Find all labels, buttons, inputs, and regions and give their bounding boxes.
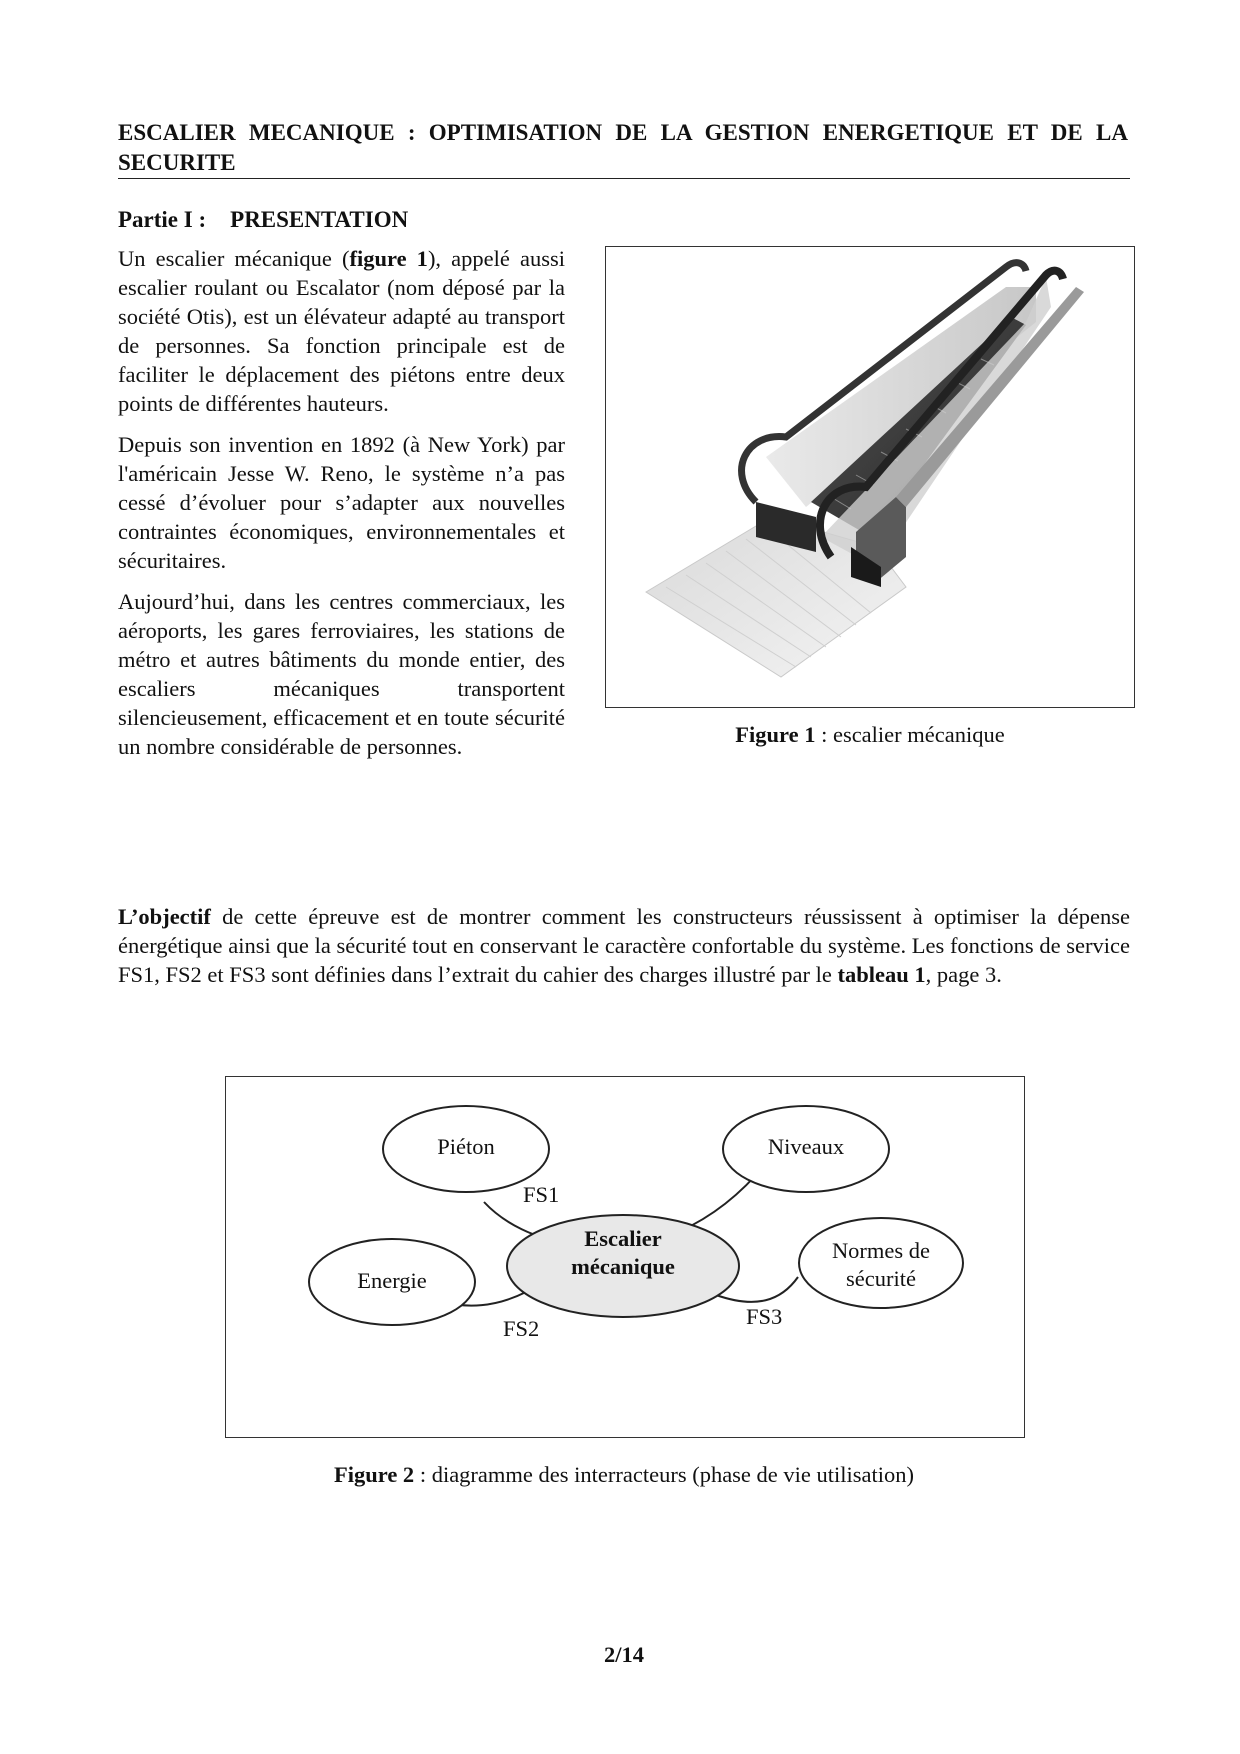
fs3-label: FS3 bbox=[746, 1304, 783, 1329]
fs1-label: FS1 bbox=[523, 1182, 560, 1207]
figure-2-frame bbox=[225, 1076, 1025, 1438]
node-pieton-label: Piéton bbox=[437, 1134, 495, 1159]
part-heading bbox=[118, 205, 408, 235]
table-1-reference: tableau 1 bbox=[837, 962, 926, 987]
document-title: ESCALIER MECANIQUE : OPTIMISATION DE LA GESTION ENERGETIQUE ET DE LA SECURITE bbox=[118, 120, 1128, 175]
figure-2-caption: Figure 2 : diagramme des interracteurs (phase de vie utilisation) bbox=[333, 1462, 915, 1487]
node-normes-label-2: sécurité bbox=[846, 1266, 916, 1291]
figure-1-label: Figure 1 bbox=[735, 722, 816, 747]
objective-keyword: L’objectif bbox=[118, 904, 211, 929]
intro-paragraph-2: Depuis son invention en 1892 (à New York) par l'américain Jesse W. Reno, le système n’a pas cessé d’évoluer pour s’adapter aux nouvelles contraintes économiques, environnementales et sécuritaires. bbox=[118, 432, 565, 573]
node-center-label-2: mécanique bbox=[571, 1254, 675, 1279]
node-niveaux-label: Niveaux bbox=[767, 1134, 845, 1159]
fs2-label: FS2 bbox=[503, 1316, 540, 1341]
intro-paragraph-3: Aujourd’hui, dans les centres commerciaux, les aéroports, les gares ferroviaires, les stations de métro et autres bâtiments du monde entier, des escaliers mécaniques transportent silencieusement, efficacement et en toute sécurité un nombre considérable de personnes. bbox=[118, 589, 565, 759]
figure-1-reference: figure 1 bbox=[349, 246, 428, 271]
part-label: Partie I : bbox=[118, 207, 207, 232]
escalator-illustration bbox=[606, 247, 1133, 706]
part-title: PRESENTATION bbox=[230, 207, 409, 232]
objective-paragraph: L’objectif de cette épreuve est de montrer comment les constructeurs réussissent à optimiser la dépense énergétique ainsi que la sécurité tout en conservant le caractère confortable du système. Les fonctions de service FS1, FS2 et FS3 sont définies dans l’extrait du cahier des charges illustré par le tableau 1, page 3. bbox=[118, 904, 1130, 987]
figure-1-caption: Figure 1 : escalier mécanique bbox=[735, 722, 1005, 747]
figure-2-label: Figure 2 bbox=[333, 1462, 415, 1487]
page-number: 2/14 bbox=[603, 1642, 644, 1667]
intro-paragraph-1: Un escalier mécanique (figure 1), appelé aussi escalier roulant ou Escalator (nom déposé par la société Otis), est un élévateur adapté au transport de personnes. Sa fonction principale est de faciliter le déplacement des piétons entre deux points de différentes hauteurs. bbox=[118, 246, 565, 416]
node-normes-label-1: Normes de bbox=[831, 1238, 931, 1263]
node-center-label-1: Escalier bbox=[584, 1226, 662, 1251]
figure-1-frame bbox=[605, 246, 1135, 708]
title-underline bbox=[118, 178, 1130, 179]
intro-text bbox=[118, 244, 565, 773]
node-energie-label: Energie bbox=[357, 1268, 427, 1293]
